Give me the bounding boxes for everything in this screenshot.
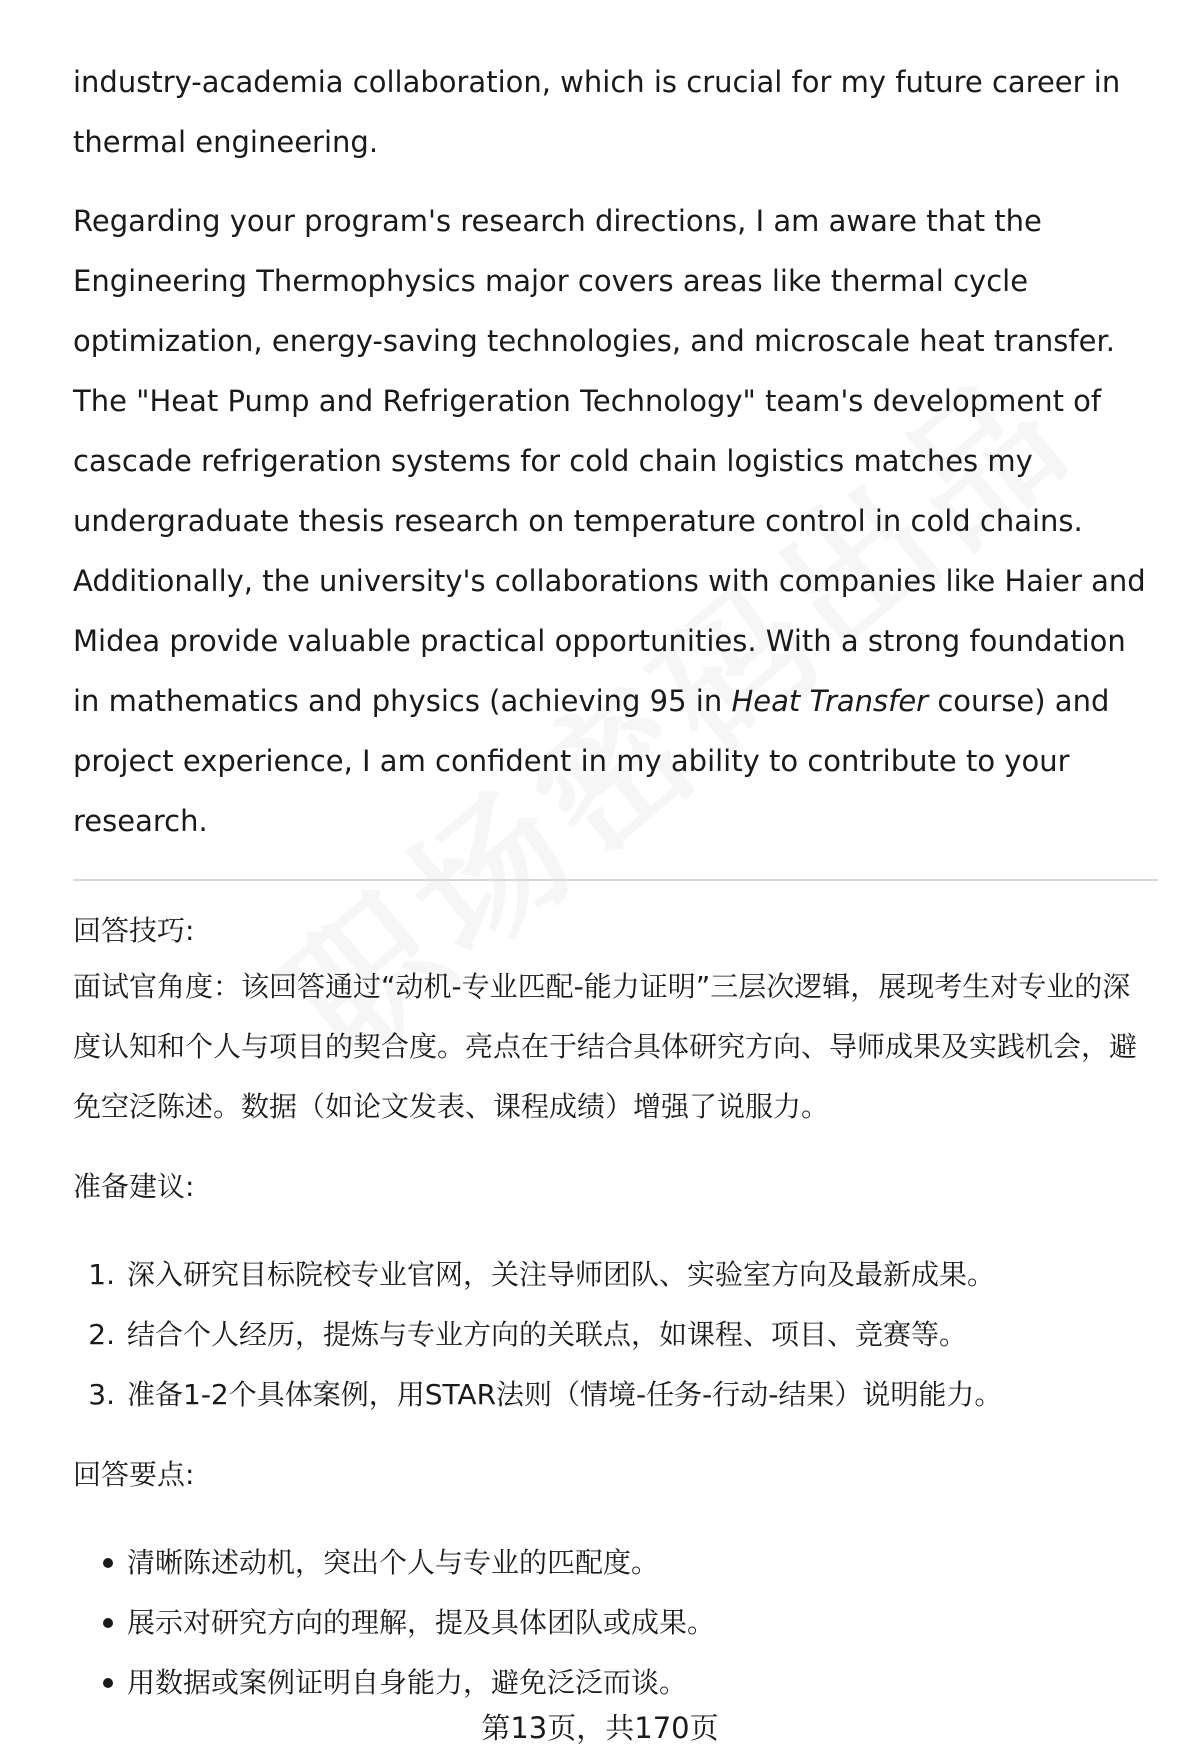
- preparation-list-item: [73, 1305, 1158, 1365]
- bullet-icon: [73, 1558, 127, 1568]
- key-points-list-item: [73, 1533, 1158, 1593]
- course-title-italic: Heat Transfer: [731, 684, 929, 718]
- list-item-number: 1.: [88, 1258, 115, 1291]
- section-divider: [73, 879, 1158, 881]
- document-page: [73, 52, 1158, 1713]
- tips-heading: 回答技巧:: [73, 914, 195, 947]
- key-points-list-item: [73, 1653, 1158, 1713]
- key-points-list-item: [73, 1593, 1158, 1653]
- tips-body: 面试官角度：该回答通过“动机-专业匹配-能力证明”三层次逻辑，展现考生对专业的深度认知和个人与项目的契合度。亮点在于结合具体研究方向、导师成果及实践机会，避免空泛陈述。数据（如论文发表、课程成绩）增强了说服力。: [73, 970, 1138, 1123]
- bullet-icon: [73, 1678, 127, 1688]
- preparation-list: [73, 1245, 1158, 1425]
- research-paragraph: [73, 191, 1158, 851]
- key-points-list: [73, 1533, 1158, 1713]
- intro-paragraph-text: industry-academia collaboration, which is crucial for my future career in thermal engineering.: [73, 65, 1121, 159]
- list-item-text: 清晰陈述动机，突出个人与专业的匹配度。: [127, 1546, 660, 1579]
- research-paragraph-text-end: course) and project experience, I am confident in my ability to contribute to your research.: [73, 684, 1110, 838]
- list-item-number: 3.: [88, 1378, 115, 1411]
- intro-paragraph: [73, 52, 1158, 172]
- preparation-list-item: [73, 1245, 1158, 1305]
- list-item-text: 展示对研究方向的理解，提及具体团队或成果。: [127, 1606, 716, 1639]
- list-item-text: 结合个人经历，提炼与专业方向的关联点，如课程、项目、竞赛等。: [127, 1318, 968, 1351]
- preparation-heading: 准备建议:: [73, 1170, 195, 1203]
- list-item-number: 2.: [88, 1318, 115, 1351]
- page-number-footer: 第13页，共170页: [481, 1711, 719, 1745]
- bullet-icon: [73, 1618, 127, 1628]
- list-item-text: 深入研究目标院校专业官网，关注导师团队、实验室方向及最新成果。: [127, 1258, 996, 1291]
- key-points-heading: 回答要点:: [73, 1458, 195, 1491]
- list-item-text: 用数据或案例证明自身能力，避免泛泛而谈。: [127, 1666, 688, 1699]
- preparation-list-item: [73, 1365, 1158, 1425]
- research-paragraph-text-start: Regarding your program's research directions, I am aware that the Engineering Thermophysics major covers areas like thermal cycle optimization, energy-saving technologies, and microscale heat transfer. The "Heat Pump and Refrigeration Technology" team's development of cascade refrigeration systems for cold chain logistics matches my undergraduate thesis research on temperature control in cold chains. Additionally, the university's collaborations with companies like Haier and Midea provide valuable practical opportunities. With a strong foundation in mathematics and physics (achieving 95 in: [73, 204, 1146, 718]
- list-item-text: 准备1-2个具体案例，用STAR法则（情境-任务-行动-结果）说明能力。: [127, 1378, 1003, 1411]
